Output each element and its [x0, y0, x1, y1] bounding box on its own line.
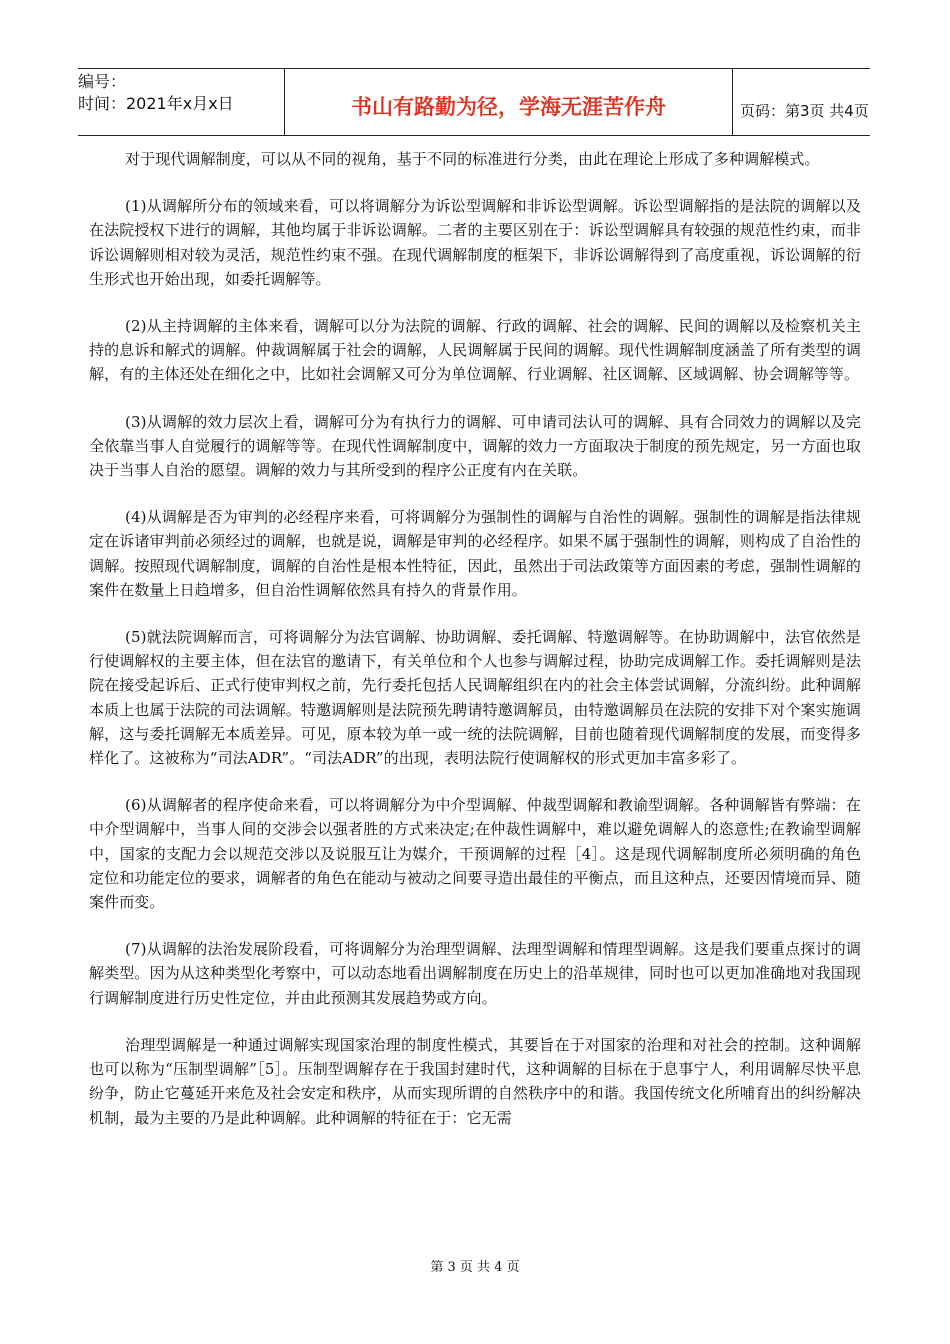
paragraph-2: (2)从主持调解的主体来看，调解可以分为法院的调解、行政的调解、社会的调解、民间的调解以及检察机关主持的息诉和解式的调解。仲裁调解属于社会的调解，人民调解属于民间的调解。现代性调解制度涵盖了所有类型的调解，有的主体还处在细化之中，比如社会调解又可分为单位调解、行业调解、社区调解、区域调解、协会调解等等。: [89, 317, 861, 384]
document-body: [89, 147, 861, 1153]
header-motto: 书山有路勤为径，学海无涯苦作舟: [351, 95, 666, 119]
page-footer: [0, 1256, 950, 1275]
paragraph-6: (6)从调解者的程序使命来看，可以将调解分为中介型调解、仲裁型调解和教谕型调解。各种调解皆有弊端：在中介型调解中，当事人间的交涉会以强者胜的方式来决定;在仲裁性调解中，难以避免调解人的恣意性;在教谕型调解中，国家的支配力会以规范交涉以及说服互让为媒介，干预调解的过程［4］。这是现代调解制度所必须明确的角色定位和功能定位的要求，调解者的角色在能动与被动之间要寻造出最佳的平衡点，而且这种点，还要因情境而异、随案件而变。: [89, 796, 861, 912]
header-motto-cell: [284, 69, 733, 135]
document-time-label: 时间：2021年x月x日: [78, 94, 234, 113]
header-page-info: [740, 69, 870, 143]
paragraph-1: (1)从调解所分布的领域来看，可以将调解分为诉讼型调解和非诉讼型调解。诉讼型调解指的是法院的调解以及在法院授权下进行的调解，其他均属于非诉讼调解。二者的主要区别在于：诉讼型调解具有较强的规范性约束，而非诉讼调解则相对较为灵活，规范性约束不强。在现代调解制度的框架下，非诉讼调解得到了高度重视，诉讼调解的衍生形式也开始出现，如委托调解等。: [89, 197, 861, 288]
paragraph-governance: 治理型调解是一种通过调解实现国家治理的制度性模式，其要旨在于对国家的治理和对社会的控制。这种调解也可以称为“压制型调解”［5］。压制型调解存在于我国封建时代，这种调解的目标在于息事宁人，利用调解尽快平息纷争，防止它蔓延开来危及社会安定和秩序，从而实现所谓的自然秩序中的和谐。我国传统文化所哺育出的纠纷解决机制，最为主要的乃是此种调解。此种调解的特征在于：它无需: [89, 1035, 861, 1127]
paragraph-4: (4)从调解是否为审判的必经程序来看，可将调解分为强制性的调解与自治性的调解。强制性的调解是指法律规定在诉诸审判前必须经过的调解，也就是说，调解是审判的必经程序。如果不属于强制性的调解，则构成了自治性的调解。按照现代调解制度，调解的自治性是根本性特征，因此，虽然出于司法政策等方面因素的考虑，强制性调解的案件在数量上日趋增多，但自治性调解依然具有持久的背景作用。: [89, 508, 861, 599]
page-header: [78, 68, 870, 136]
footer-page-number: 第 3 页 共 4 页: [430, 1260, 520, 1275]
paragraph-5: (5)就法院调解而言，可将调解分为法官调解、协助调解、委托调解、特邀调解等。在协助调解中，法官依然是行使调解权的主要主体，但在法官的邀请下，有关单位和个人也参与调解过程，协助完成调解工作。委托调解则是法院在接受起诉后、正式行使审判权之前，先行委托包括人民调解组织在内的社会主体尝试调解，分流纠纷。此种调解本质上也属于法院的司法调解。特邀调解则是法院预先聘请特邀调解员，由特邀调解员在法院的安排下对个案实施调解，这与委托调解无本质差异。可见，原本较为单一或一统的法院调解，目前也随着现代调解制度的发展，而变得多样化了。这被称为“司法ADR”。“司法ADR”的出现，表明法院行使调解权的形式更加丰富多彩了。: [89, 628, 861, 768]
paragraph-7: (7)从调解的法治发展阶段看，可将调解分为治理型调解、法理型调解和情理型调解。这是我们要重点探讨的调解类型。因为从这种类型化考察中，可以动态地看出调解制度在历史上的沿革规律，同时也可以更加准确地对我国现行调解制度进行历史性定位，并由此预测其发展趋势或方向。: [89, 940, 861, 1007]
header-meta: [78, 69, 282, 137]
header-page-label: 页码：第3页 共4页: [740, 101, 869, 120]
document-number-label: 编号：: [78, 72, 127, 91]
paragraph-intro: 对于现代调解制度，可以从不同的视角，基于不同的标准进行分类，由此在理论上形成了多种调解模式。: [125, 150, 820, 168]
paragraph-3: (3)从调解的效力层次上看，调解可分为有执行力的调解、可申请司法认可的调解、具有合同效力的调解以及完全依靠当事人自觉履行的调解等等。在现代性调解制度中，调解的效力一方面取决于制度的预先规定，另一方面也取决于当事人自治的愿望。调解的效力与其所受到的程序公正度有内在关联。: [89, 412, 861, 480]
